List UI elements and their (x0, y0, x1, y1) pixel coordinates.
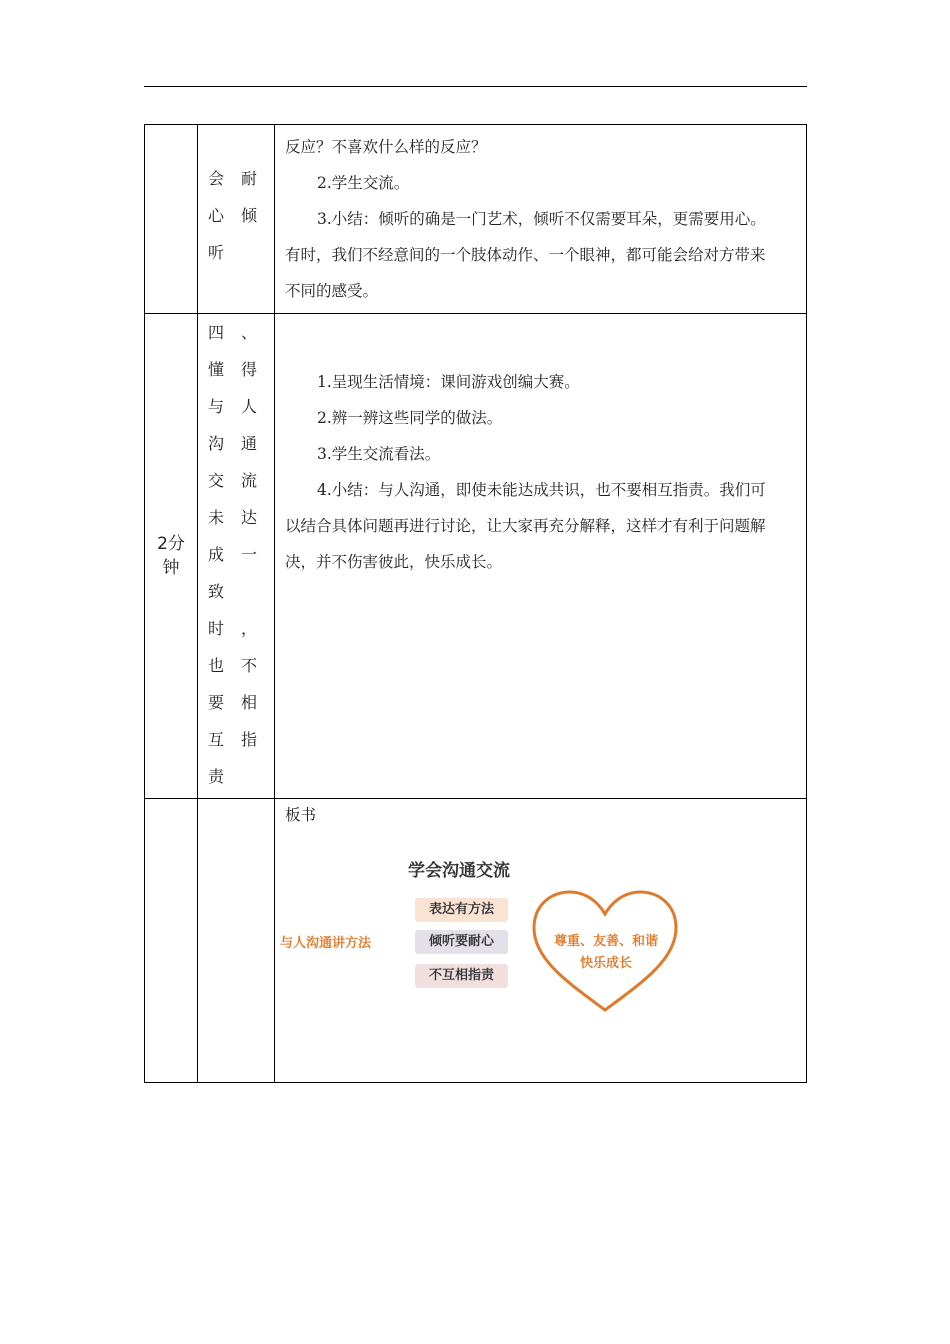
heart-line-2: 快乐成长 (579, 956, 632, 971)
stage-char: 四 (208, 323, 225, 342)
stage-char: 时 (208, 619, 225, 638)
stage-char: 得 (241, 360, 258, 379)
stage-char: 责 (208, 767, 225, 786)
tag-express: 表达有方法 (415, 898, 508, 922)
stage-char: 达 (241, 508, 258, 527)
content-line: 2.辨一辨这些同学的做法。 (317, 409, 503, 427)
content-line: 4.小结：与人沟通，即使未能达成共识，也不要相互指责。我们可 (317, 481, 766, 499)
content-line: 决，并不伤害彼此，快乐成长。 (285, 553, 503, 571)
content-line: 1.呈现生活情境：课间游戏创编大赛。 (317, 373, 580, 391)
stage-char: 倾 (241, 206, 258, 225)
content-line: 3.学生交流看法。 (317, 445, 441, 463)
stage-char: 未 (208, 508, 225, 527)
tag-no-blame: 不互相指责 (415, 964, 508, 988)
stage-char: ， (241, 619, 258, 638)
table-row (145, 314, 807, 799)
stage-char: 与 (208, 397, 225, 416)
content-line: 2.学生交流。 (317, 174, 410, 192)
method-label: 与人沟通讲方法 (280, 936, 372, 951)
content-line: 反应？不喜欢什么样的反应？ (285, 138, 487, 156)
stage-char: 心 (208, 206, 225, 225)
stage-char: 听 (208, 243, 225, 262)
table-row (145, 125, 807, 314)
heart-line-1: 尊重、友善、和谐 (553, 934, 658, 949)
stage-char (241, 234, 268, 271)
time-label: 2分钟 (157, 534, 185, 578)
tag-listen: 倾听要耐心 (415, 930, 508, 954)
stage-cell (198, 125, 275, 314)
stage-char: 懂 (208, 360, 225, 379)
stage-char: 致 (208, 582, 225, 601)
stage-char: 交 (208, 471, 225, 490)
stage-char: 沟 (208, 434, 225, 453)
stage-char: 不 (241, 656, 258, 675)
stage-char: 耐 (241, 169, 258, 188)
stage-char: 一 (241, 545, 258, 564)
content-cell (275, 125, 807, 314)
stage-char: 要 (208, 693, 225, 712)
stage-char: 也 (208, 656, 225, 675)
stage-char: 、 (241, 323, 258, 342)
stage-char: 指 (241, 730, 258, 749)
stage-char (241, 573, 268, 610)
content-cell (275, 314, 807, 799)
stage-char (241, 758, 268, 795)
content-line: 以结合具体问题再进行讨论，让大家再充分解释，这样才有利于问题解 (285, 517, 766, 535)
stage-char: 通 (241, 434, 258, 453)
stage-char: 流 (241, 471, 258, 490)
stage-cell (198, 314, 275, 799)
content-line: 有时，我们不经意间的一个肢体动作、一个眼神，都可能会给对方带来 (285, 246, 766, 264)
header-rule (144, 86, 807, 87)
board-label: 板书 (285, 806, 317, 824)
stage-char: 相 (241, 693, 258, 712)
content-line: 3.小结：倾听的确是一门艺术，倾听不仅需要耳朵，更需要用心。 (317, 210, 766, 228)
board-title: 学会沟通交流 (408, 861, 510, 881)
stage-cell (198, 799, 275, 1083)
time-cell (145, 314, 198, 799)
time-cell (145, 125, 198, 314)
stage-char: 人 (241, 397, 258, 416)
stage-char: 互 (208, 730, 225, 749)
time-cell (145, 799, 198, 1083)
stage-char: 成 (208, 545, 225, 564)
content-line: 不同的感受。 (285, 282, 379, 300)
stage-char: 会 (208, 169, 225, 188)
